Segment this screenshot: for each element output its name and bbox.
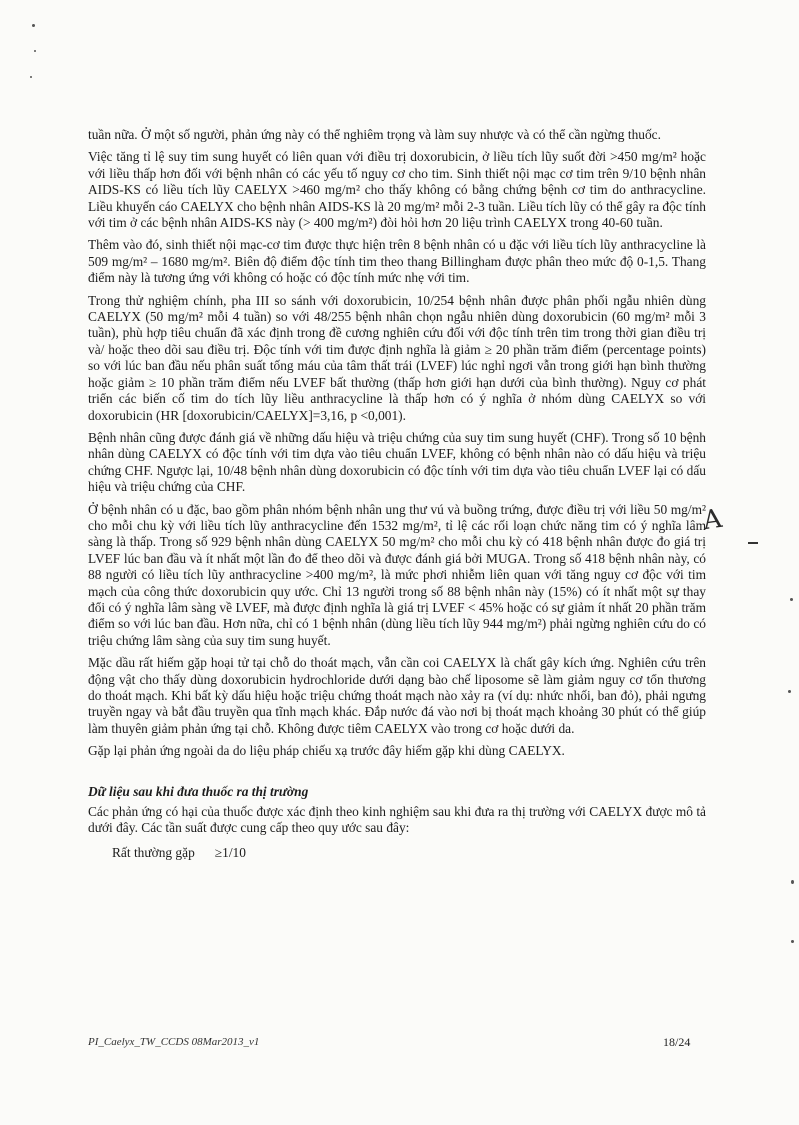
handwritten-mark: A [701, 503, 724, 537]
scan-speck [791, 940, 794, 943]
document-body [88, 127, 706, 861]
paragraph-biopsy-solid-tumor: Thêm vào đó, sinh thiết nội mạc-cơ tim được thực hiện trên 8 bệnh nhân có u đặc với liều tích lũy anthracycline là 509 mg/m² – 1680 mg/m². Biên độ điểm độc tính tim theo thang Billingham được phân theo mức độ 0-1,5. Thang điểm này là tương ứng với không có hoặc có độc tính mức nhẹ với tim. [88, 237, 706, 286]
frequency-label: Rất thường gặp [112, 844, 195, 860]
document-id: PI_Caelyx_TW_CCDS 08Mar2013_v1 [88, 1036, 260, 1048]
paragraph-heart-failure-risk: Việc tăng tỉ lệ suy tim sung huyết có liên quan với điều trị doxorubicin, ở liều tích lũy suốt đời >450 mg/m² hoặc với liều thấp hơn đối với bệnh nhân có các yếu tố nguy cơ cho tim. Sinh thiết nội mạc cơ tim trên 9/10 bệnh nhân AIDS-KS có liều tích lũy CAELYX >460 mg/m² cho thấy không có bằng chứng bệnh cơ tim do anthracycline. Liều khuyến cáo CAELYX cho bệnh nhân AIDS-KS là 20 mg/m² mỗi 2-3 tuần. Liều tích lũy có thể gây ra độc tính với tim ở các bệnh nhân AIDS-KS này (> 400 mg/m²) đòi hỏi hơn 20 liệu trình CAELYX trong 40-60 tuần. [88, 149, 706, 231]
paragraph-solid-tumor-lvef: Ở bệnh nhân có u đặc, bao gồm phân nhóm bệnh nhân ung thư vú và buồng trứng, được điều trị với liều 50 mg/m² cho mỗi chu kỳ với liều tích lũy anthracycline đến 1532 mg/m², tỉ lệ các rối loạn chức năng tim có ý nghĩa lâm sàng là thấp. Trong số 929 bệnh nhân dùng CAELYX 50 mg/m² cho mỗi chu kỳ có 418 bệnh nhân được đo giá trị LVEF lúc ban đầu và ít nhất một lần đo để theo dõi và được đánh giá bởi MUGA. Trong số 418 bệnh nhân này, có 88 người có liều tích lũy anthracycline >400 mg/m², là mức phơi nhiễm liên quan với tăng nguy cơ độc với tim mạch của công thức doxorubicin quy ước. Chỉ 13 người trong số 88 bệnh nhân này (15%) có ít nhất một sự thay đổi có ý nghĩa lâm sàng về LVEF, mà được định nghĩa là giá trị LVEF < 45% hoặc có sự giảm ít nhất 20 phần trăm điểm so với lúc ban đầu. Hơn nữa, chỉ có 1 bệnh nhân (dùng liều tích lũy 944 mg/m²) phải ngừng nghiên cứu do có triệu chứng lâm sàng của suy tim sung huyết. [88, 501, 706, 648]
page-number: 18/24 [663, 1035, 691, 1049]
paragraph-extravasation: Mặc dầu rất hiếm gặp hoại tử tại chỗ do thoát mạch, vẫn cần coi CAELYX là chất gây kích ứng. Nghiên cứu trên động vật cho thấy dùng doxorubicin hydrochloride dưới dạng bào chế liposome sẽ làm giảm nguy cơ tổn thương do thoát mạch. Khi bất kỳ dấu hiệu hoặc triệu chứng thoát mạch nào xảy ra (ví dụ: nhức nhối, ban đỏ), phải ngưng truyền ngay và bắt đầu truyền qua tĩnh mạch khác. Đắp nước đá vào nơi bị thoát mạch khoảng 30 phút có thể giúp làm thuyên giảm phản ứng tại chỗ. Không được tiêm CAELYX vào trong cơ hoặc dưới da. [88, 655, 706, 736]
scan-speck [30, 76, 32, 78]
scan-speck [790, 598, 793, 601]
frequency-value: ≥1/10 [214, 844, 246, 860]
scan-speck [788, 690, 791, 693]
frequency-row [112, 845, 706, 861]
paragraph-radiation-recall: Gặp lại phản ứng ngoài da do liệu pháp chiếu xạ trước đây hiếm gặp khi dùng CAELYX. [88, 743, 565, 759]
paragraph-phase-iii-trial: Trong thử nghiệm chính, pha III so sánh với doxorubicin, 10/254 bệnh nhân được phân phối ngẫu nhiên dùng CAELYX (50 mg/m² mỗi 4 tuần) so với 48/255 bệnh nhân chọn ngẫu nhiên dùng doxorubicin (60 mg/m² mỗi 3 tuần), phù hợp tiêu chuẩn đã xác định trong đề cương nghiên cứu đối với độc tính trên tim trong thời gian điều trị và/ hoặc theo dõi sau điều trị. Độc tính với tim được định nghĩa là giảm ≥ 20 phần trăm điểm (percentage points) so với lúc ban đầu nếu phân suất tống máu của tâm thất trái (LVEF) lúc nghỉ ngơi vẫn trong giới hạn bình thường hoặc giảm ≥ 10 phần trăm điểm nếu LVEF bất thường (thấp hơn giới hạn dưới của bình thường). Nguy cơ phát triển các biến cố tim do tích lũy liều anthracycline là thấp hơn có ý nghĩa ở nhóm dùng CAELYX so với doxorubicin (HR [doxorubicin/CAELYX]=3,16, p <0,001). [88, 292, 706, 423]
scan-speck [32, 24, 35, 27]
paragraph-chf-evaluation: Bệnh nhân cũng được đánh giá về những dấu hiệu và triệu chứng của suy tim sung huyết (CHF). Trong số 10 bệnh nhân dùng CAELYX có độc tính với tim dựa vào tiêu chuẩn LVEF, không có bệnh nhân nào có dấu hiệu và triệu chứng CHF. Ngược lại, 10/48 bệnh nhân dùng doxorubicin có độc tính với tim dựa vào tiêu chuẩn LVEF lại có dấu hiệu và triệu chứng của CHF. [88, 429, 706, 495]
section-heading: Dữ liệu sau khi đưa thuốc ra thị trường [88, 783, 309, 799]
scan-speck [34, 50, 36, 52]
section-intro: Các phản ứng có hại của thuốc được xác định theo kinh nghiệm sau khi đưa ra thị trường với CAELYX được mô tả dưới đây. Các tần suất được cung cấp theo quy ước sau đây: [88, 804, 706, 836]
margin-dash [748, 542, 758, 544]
scan-speck [791, 880, 794, 884]
paragraph-continuation: tuần nữa. Ở một số người, phản ứng này có thể nghiêm trọng và làm suy nhược và có thể cần ngừng thuốc. [88, 127, 661, 142]
